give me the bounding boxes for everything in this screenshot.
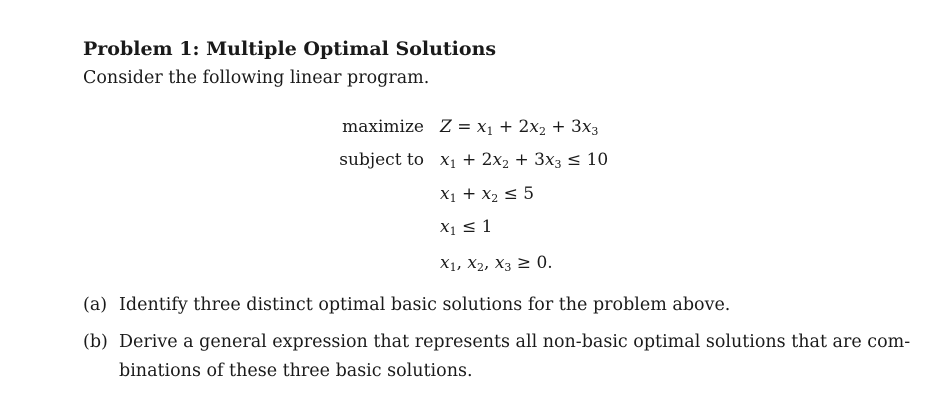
constraint-1: $x_1 + 2x_2 + 3x_3 \le 10$ <box>440 150 609 171</box>
part-b-text-line2: binations of these three basic solutions. <box>119 361 473 381</box>
problem-intro: Consider the following linear program. <box>83 68 430 88</box>
part-b-text-line1: Derive a general expression that represents all non-basic optimal solutions that are com- <box>119 332 911 352</box>
part-a-label: (a) <box>83 295 108 315</box>
constraint-3: $x_1 \le 1$ <box>440 217 493 238</box>
constraint-nonnegativity: $x_1$, $x_2$, $x_3 \ge 0$. <box>440 253 553 274</box>
part-a-text: Identify three distinct optimal basic solutions for the problem above. <box>119 295 731 315</box>
part-a <box>83 295 730 315</box>
constraint-2: $x_1 + x_2 \le 5$ <box>440 184 535 205</box>
objective-keyword: maximize <box>342 117 424 137</box>
objective-function: $Z = x_1 + 2x_2 + 3x_3$ <box>440 117 599 138</box>
problem-heading: Problem 1: Multiple Optimal Solutions <box>83 38 497 60</box>
constraint-keyword: subject to <box>339 150 424 170</box>
part-b-label: (b) <box>83 332 108 352</box>
part-b <box>83 332 910 352</box>
